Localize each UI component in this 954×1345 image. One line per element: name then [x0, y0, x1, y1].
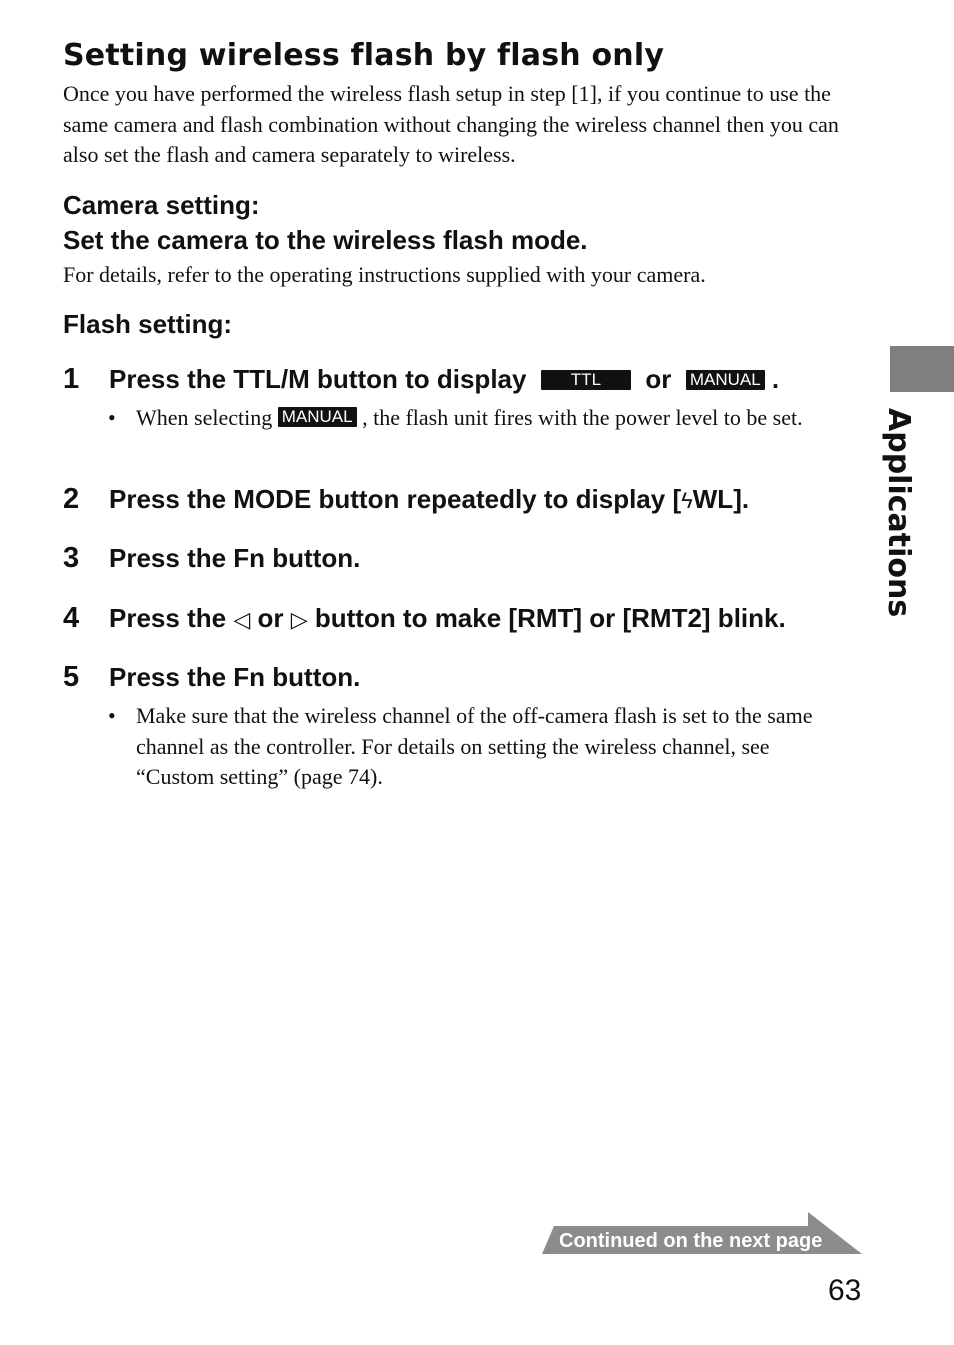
step-text-part: .	[771, 364, 780, 394]
manual-mode-badge: MANUAL	[278, 407, 357, 427]
bullet-marker: •	[108, 405, 116, 430]
camera-setting-detail: For details, refer to the operating instructions supplied with your camera.	[63, 262, 706, 287]
step-text-part: button to make [RMT] or [RMT2] blink.	[314, 603, 786, 633]
step-text	[109, 482, 749, 518]
bullet-text: Make sure that the wireless channel of the off-camera flash is set to the same channel as the controller. For details on setting the wireless channel, see “Custom setting” (page 74).	[136, 703, 813, 789]
step-5	[63, 660, 873, 696]
section-tab-label	[878, 408, 918, 620]
camera-setting-subheading: Set the camera to the wireless flash mode.	[63, 225, 588, 255]
step-number: 5	[63, 661, 80, 693]
bullet-marker: •	[108, 703, 116, 728]
step-number: 1	[63, 363, 80, 395]
step-text	[109, 601, 786, 637]
section-tab-marker	[890, 346, 954, 392]
step-text-part: Press the MODE button repeatedly to display [	[109, 484, 682, 514]
flash-setting-heading: Flash setting:	[63, 309, 233, 339]
right-arrow-icon: ▷	[290, 607, 308, 632]
continued-on-next-page: Continued on the next page	[559, 1230, 823, 1252]
bullet-note-wireless-channel	[108, 701, 848, 796]
page-number: 63	[828, 1274, 862, 1307]
step-3	[63, 541, 873, 577]
bullet-text-part: , the flash unit fires with the power level to be set.	[362, 405, 803, 430]
step-1	[63, 362, 873, 398]
intro-paragraph: Once you have performed the wireless flash setup in step [1], if you continue to use the same camera and flash combination without changing the wireless channel then you can also set the flash and camera separately to wireless.	[63, 81, 839, 167]
flash-icon: ϟ	[681, 488, 693, 513]
step-text-part: or	[257, 603, 284, 633]
step-number: 4	[63, 602, 80, 634]
step-number: 2	[63, 483, 80, 515]
bullet-text-part: When selecting	[136, 405, 273, 430]
step-text-part: Press the TTL/M button to display	[109, 364, 527, 394]
step-2	[63, 482, 873, 518]
step-number: 3	[63, 542, 80, 574]
step-text: Press the Fn button.	[109, 543, 361, 573]
step-text: Press the Fn button.	[109, 662, 361, 692]
page-title: Setting wireless flash by flash only	[63, 38, 665, 73]
ttl-mode-badge: TTL	[541, 370, 631, 390]
left-arrow-icon: ◁	[233, 607, 251, 632]
step-text-part: or	[645, 364, 672, 394]
camera-setting-heading: Camera setting:	[63, 190, 260, 220]
section-tab-text: Applications	[881, 408, 916, 618]
step-text-part: Press the	[109, 603, 227, 633]
step-4	[63, 601, 873, 637]
step-text-part: WL].	[692, 484, 750, 514]
bullet-note-manual	[108, 403, 848, 465]
step-text	[109, 362, 779, 396]
bullet-text	[136, 403, 851, 434]
manual-mode-badge: MANUAL	[686, 370, 765, 390]
